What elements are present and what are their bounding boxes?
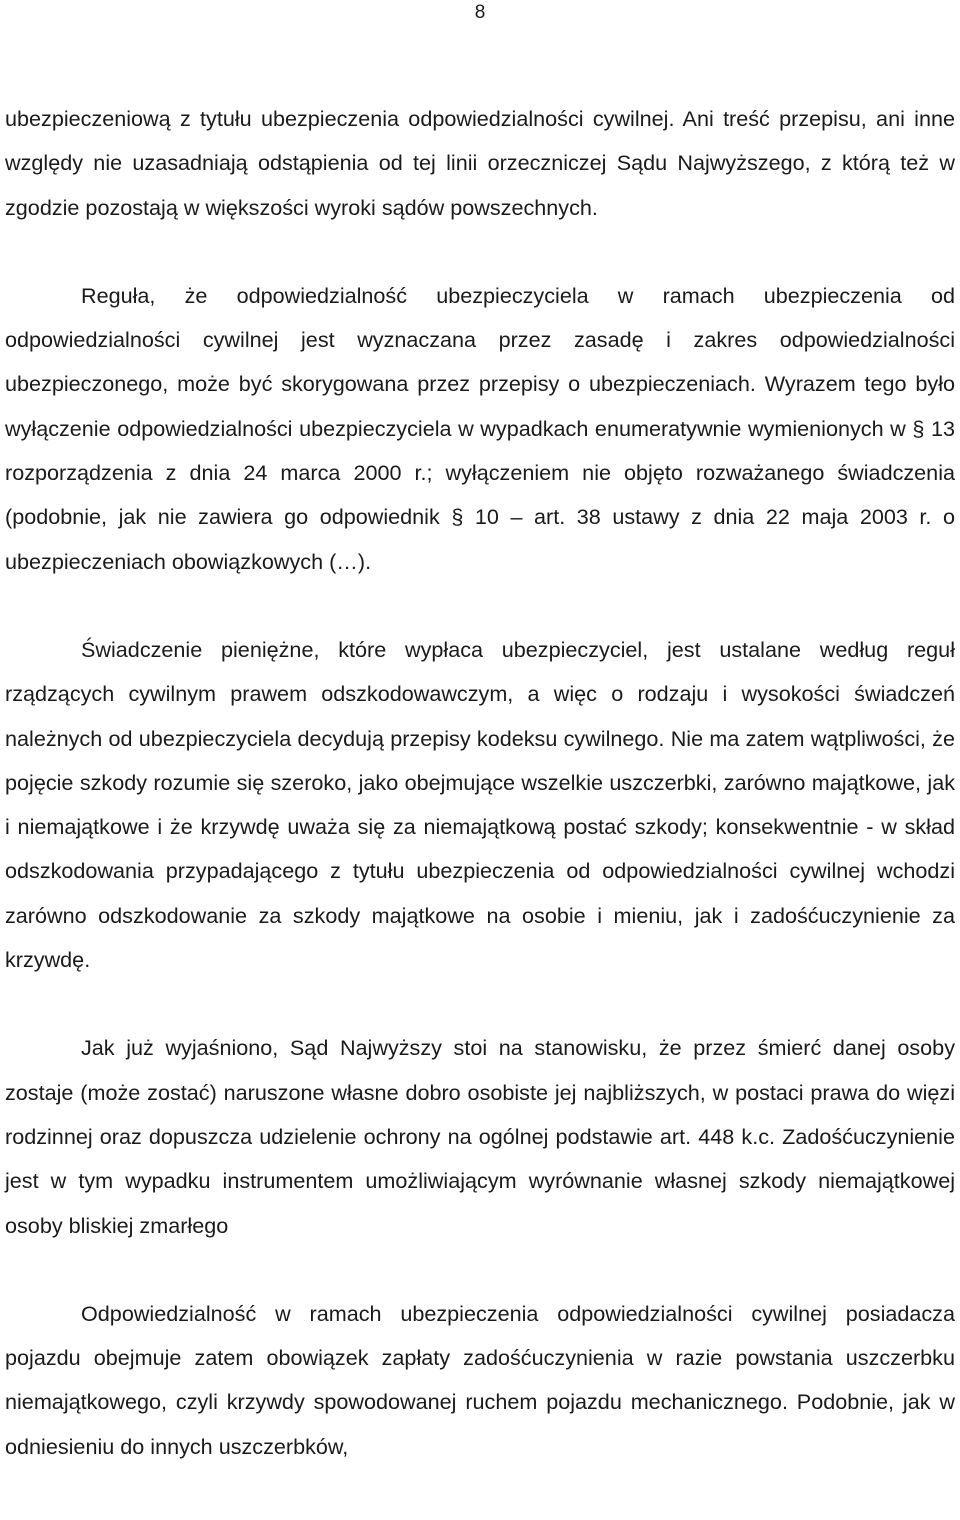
document-body	[5, 97, 955, 1469]
paragraph-continuation: ubezpieczeniową z tytułu ubezpieczenia odpowiedzialności cywilnej. Ani treść przepisu, ani inne względy nie uzasadniają odstąpienia od tej linii orzeczniczej Sądu Najwyższego, z którą też w zgodzie pozostają w większości wyroki sądów powszechnych.	[5, 106, 955, 220]
paragraph-monetary-benefit: Świadczenie pieniężne, które wypłaca ubezpieczyciel, jest ustalane według reguł rządzących cywilnym prawem odszkodowawczym, a więc o rodzaju i wysokości świadczeń należnych od ubezpieczyciela decydują przepisy kodeksu cywilnego. Nie ma zatem wątpliwości, że pojęcie szkody rozumie się szeroko, jako obejmujące wszelkie uszczerbki, zarówno majątkowe, jak i niemajątkowe i że krzywdę uważa się za niemajątkową postać szkody; konsekwentnie - w skład odszkodowania przypadającego z tytułu ubezpieczenia od odpowiedzialności cywilnej wchodzi zarówno odszkodowanie za szkody majątkowe na osobie i mieniu, jak i zadośćuczynienie za krzywdę.	[5, 636, 955, 973]
paragraph-supreme-court-position: Jak już wyjaśniono, Sąd Najwyższy stoi na stanowisku, że przez śmierć danej osoby zostaje (może zostać) naruszone własne dobro osobiste jej najbliższych, w postaci prawa do więzi rodzinnej oraz dopuszcza udzielenie ochrony na ogólnej podstawie art. 448 k.c. Zadośćuczynienie jest w tym wypadku instrumentem umożliwiającym wyrównanie własnej szkody niemajątkowej osoby bliskiej zmarłego	[5, 1035, 955, 1238]
page-number: 8	[474, 2, 486, 23]
paragraph-insurer-liability-rule: Reguła, że odpowiedzialność ubezpieczyciela w ramach ubezpieczenia od odpowiedzialności cywilnej jest wyznaczana przez zasadę i zakres odpowiedzialności ubezpieczonego, może być skorygowana przez przepisy o ubezpieczeniach. Wyrazem tego było wyłączenie odpowiedzialności ubezpieczyciela w wypadkach enumeratywnie wymienionych w § 13 rozporządzenia z dnia 24 marca 2000 r.; wyłączeniem nie objęto rozważanego świadczenia (podobnie, jak nie zawiera go odpowiednik § 10 – art. 38 ustawy z dnia 22 maja 2003 r. o ubezpieczeniach obowiązkowych (…).	[5, 282, 955, 574]
paragraph-vehicle-holder-liability: Odpowiedzialność w ramach ubezpieczenia odpowiedzialności cywilnej posiadacza pojazdu obejmuje zatem obowiązek zapłaty zadośćuczynienia w razie powstania uszczerbku niemajątkowego, czyli krzywdy spowodowanej ruchem pojazdu mechanicznego. Podobnie, jak w odniesieniu do innych uszczerbków,	[5, 1300, 955, 1459]
